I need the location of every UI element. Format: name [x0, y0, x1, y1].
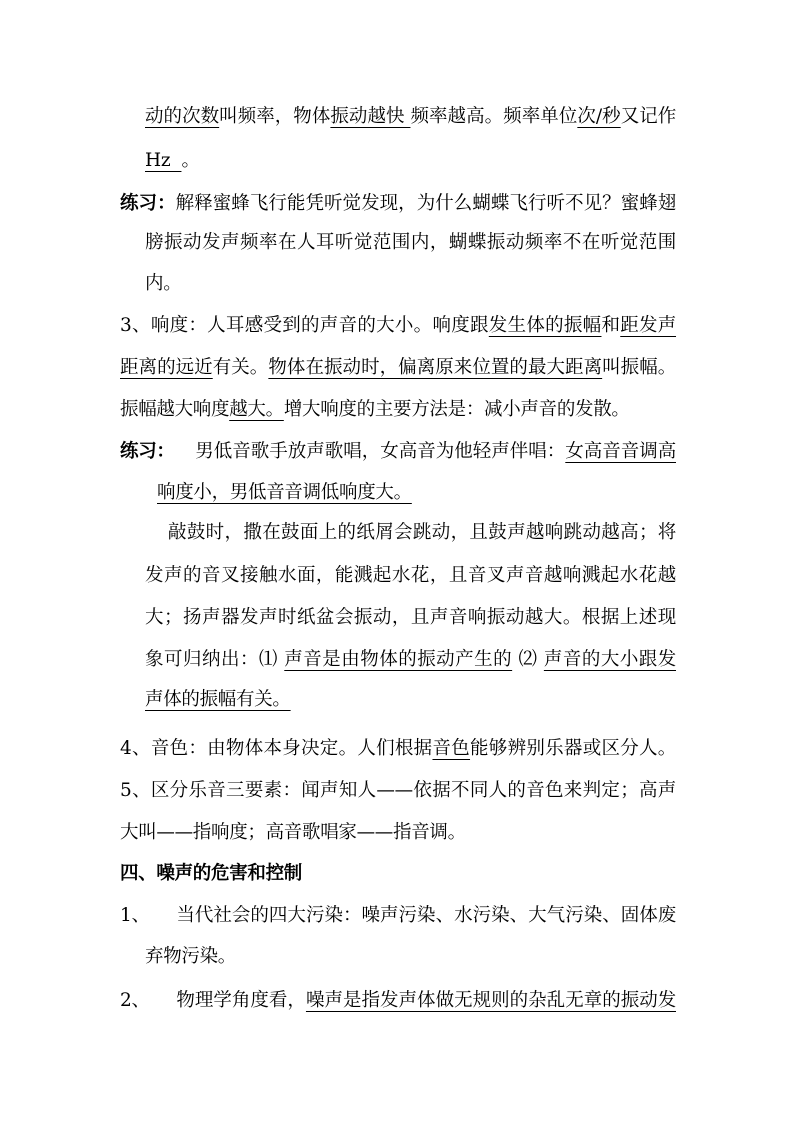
plain-text: 象可归纳出：⑴ — [145, 649, 285, 670]
underlined-answer: 发生体的振幅 — [488, 315, 602, 336]
text-line — [157, 478, 676, 508]
text-line — [145, 102, 676, 132]
plain-text: 内。 — [145, 273, 182, 294]
text-line — [168, 518, 676, 548]
underlined-answer: 女高音音调高 — [565, 441, 676, 462]
text-line — [145, 228, 676, 258]
underlined-answer: 物体在振动时，偏离原来位置的最大距离 — [268, 357, 603, 378]
plain-text: 膀振动发声频率在人耳听觉范围内，蝴蝶振动频率不在听觉范围 — [145, 232, 676, 253]
underlined-answer: 振动越快 — [330, 106, 411, 127]
text-line — [145, 603, 676, 633]
plain-text: 叫振幅。 — [602, 357, 676, 378]
underlined-answer: 声音是由物体的振动产生的 — [284, 649, 513, 670]
text-line — [120, 189, 676, 219]
plain-text: 。 — [181, 150, 200, 171]
text-line — [120, 437, 676, 467]
underlined-answer: 越大。 — [229, 399, 284, 420]
text-line — [120, 818, 676, 848]
text-line — [120, 734, 676, 764]
text-line — [120, 395, 676, 425]
underlined-answer: 音色 — [432, 738, 471, 759]
plain-text: 增大响度的主要方法是：减小声音的发散。 — [283, 399, 630, 420]
text-line — [145, 685, 676, 715]
plain-text: 解释蜜蜂飞行能凭听觉发现，为什么蝴蝶飞行听不见？蜜蜂翅 — [175, 193, 676, 214]
underlined-answer: 响度小，男低音音调低响度大。 — [157, 482, 412, 503]
underlined-answer: 距离的远近 — [120, 357, 213, 378]
list-number: 1、 — [120, 905, 150, 926]
underlined-answer: 声体的振幅有关。 — [145, 689, 291, 710]
plain-text: 5、区分乐音三要素：闻声知人——依据不同人的音色来判定；高声 — [120, 780, 676, 801]
plain-text: 又记作 — [620, 106, 676, 127]
plain-text: 弃物污染。 — [145, 946, 237, 967]
text-line — [120, 776, 676, 806]
underlined-answer: 动的次数 — [145, 106, 220, 127]
exercise-label: 练习： — [120, 193, 176, 214]
plain-text: 4、音色：由物体本身决定。人们根据 — [120, 738, 433, 759]
plain-text: 频率越高。频率单位 — [410, 106, 578, 127]
section-heading: 四、噪声的危害和控制 — [120, 863, 303, 884]
plain-text: 当代社会的四大污染：噪声污染、水污染、大气污染、固体废 — [176, 905, 676, 926]
plain-text: 敲鼓时，撒在鼓面上的纸屑会跳动，且鼓声越响跳动越高；将 — [168, 522, 676, 543]
underlined-answer: Hz — [145, 150, 182, 171]
plain-text: 物理学角度看， — [176, 990, 306, 1011]
plain-text: 能够辨别乐器或区分人。 — [470, 738, 676, 759]
text-line — [145, 146, 676, 176]
underlined-answer: 次/秒 — [577, 106, 621, 127]
underlined-answer: 噪声是指发声体做无规则的杂乱无章的振动发 — [305, 990, 676, 1011]
plain-text: 和 — [601, 315, 621, 336]
plain-text: 叫频率，物体 — [219, 106, 331, 127]
plain-text: 发声的音叉接触水面，能溅起水花，且音叉声音越响溅起水花越 — [145, 565, 676, 586]
plain-text: 大；扬声器发声时纸盆会振动，且声音响振动越大。根据上述现 — [145, 607, 676, 628]
plain-text: 3、响度：人耳感受到的声音的大小。响度跟 — [120, 315, 489, 336]
text-line — [120, 901, 676, 931]
plain-text: 振幅越大响度 — [120, 399, 230, 420]
plain-text: 大叫——指响度；高音歌唱家——指音调。 — [120, 822, 466, 843]
underlined-answer: 声音的大小跟发 — [543, 649, 676, 670]
underlined-answer: 距发声 — [620, 315, 677, 336]
section-heading-line — [120, 859, 676, 889]
text-line — [145, 269, 676, 299]
text-line — [120, 986, 676, 1016]
text-line — [120, 311, 676, 341]
plain-text: 男低音歌手放声歌唱，女高音为他轻声伴唱： — [195, 441, 566, 462]
text-line — [145, 561, 676, 591]
plain-text: ⑵ — [512, 649, 544, 670]
exercise-label: 练习： — [120, 441, 175, 462]
text-line — [145, 645, 676, 675]
plain-text: 有关。 — [212, 357, 269, 378]
list-number: 2、 — [120, 990, 150, 1011]
text-line — [145, 942, 676, 972]
text-line — [120, 353, 676, 383]
